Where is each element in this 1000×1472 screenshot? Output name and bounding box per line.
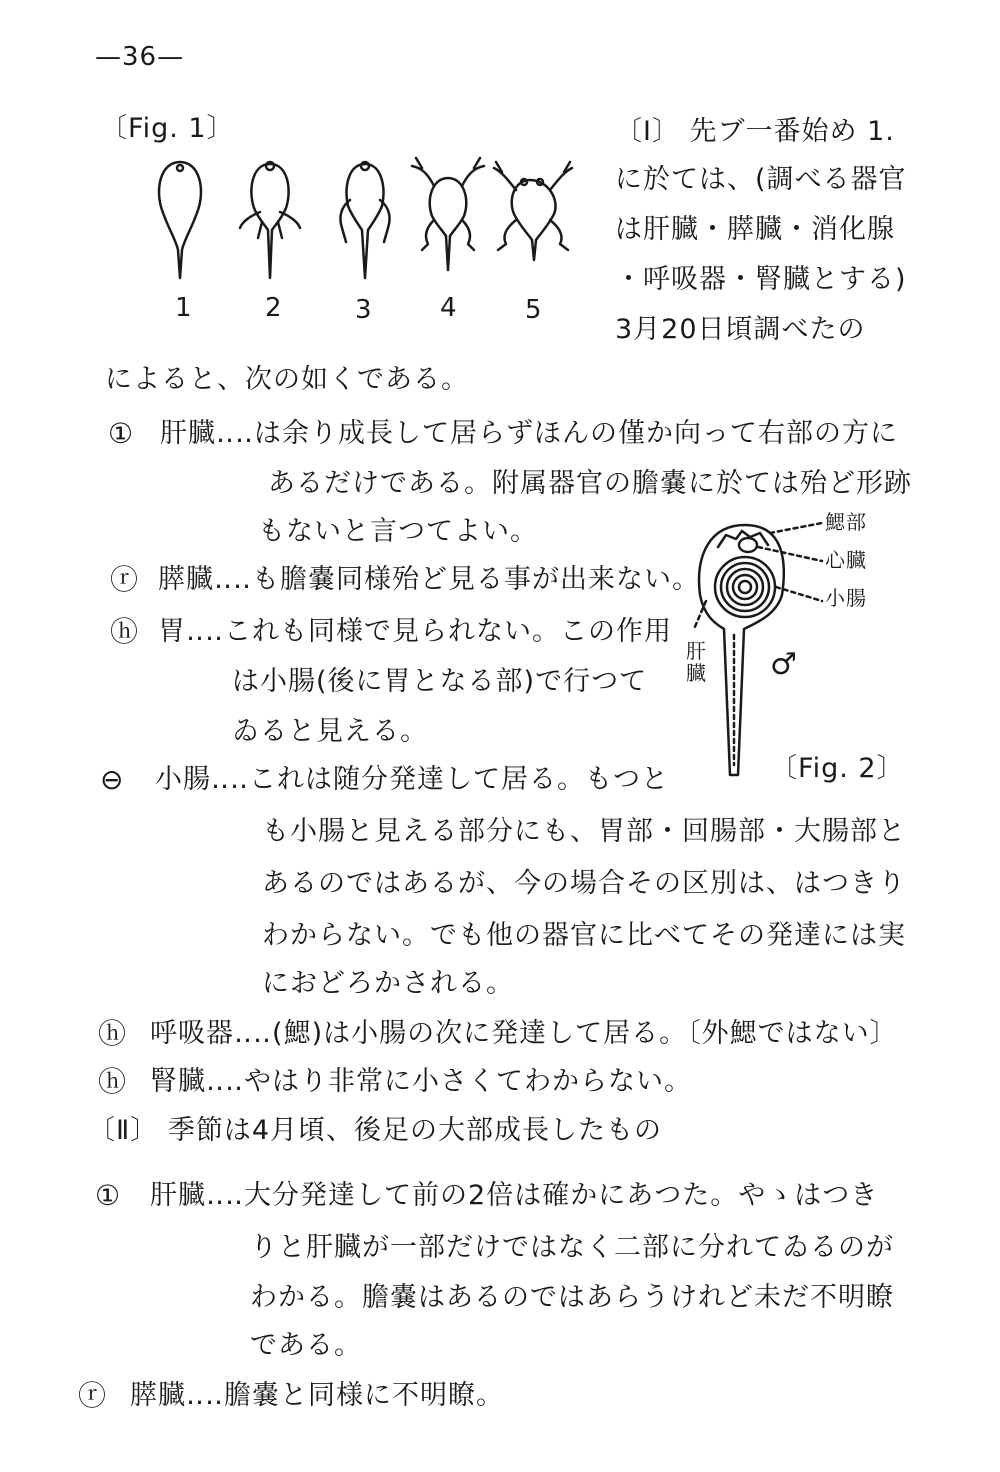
item-marker-small-intestine: ⊖ [100, 763, 124, 796]
fig2-intestine-spiral [715, 557, 775, 617]
item-marker-kidney: ⓗ [98, 1065, 127, 1098]
item-marker-liver: ① [108, 417, 134, 450]
fig2-heart [739, 538, 757, 552]
small-intestine-line-2: も小腸と見える部分にも、胃部・回腸部・大腸部と [262, 816, 906, 847]
liver2-line-3: わかる。膽嚢はあるのではあらうけれど未だ不明瞭 [250, 1282, 894, 1313]
stomach-line-3: ゐると見える。 [232, 716, 428, 747]
fig2-leader-heart [758, 547, 822, 561]
fig2-label-heart: 心臓 [825, 548, 867, 572]
small-intestine-line-3: あるのではあるが、今の場合その区別は、はつきり [262, 868, 906, 899]
item-marker-pancreas-2: ⓡ [78, 1379, 107, 1412]
intro-line-5: 3月20日頃調べたの [615, 314, 866, 345]
item-marker-liver-2: ① [95, 1179, 121, 1212]
intro-line-1: 〔Ⅰ〕 先ブ一番始め 1. [615, 116, 895, 147]
small-intestine-line-1: 小腸‥‥これは随分発達して居る。もつと [155, 764, 670, 795]
liver2-line-1: 肝臓‥‥大分発達して前の2倍は確かにあつた。やゝはつき [150, 1180, 879, 1211]
intro-line-4: ・呼吸器・腎臓とする) [615, 264, 907, 295]
section2-heading: 〔Ⅱ〕 季節は4月頃、後足の大部成長したもの [88, 1115, 663, 1146]
pancreas2-line-1: 膵臓‥‥膽嚢と同様に不明瞭。 [130, 1380, 505, 1411]
tadpole-stage-5 [494, 162, 572, 260]
respiratory-line-1: 呼吸器‥‥(鰓)は小腸の次に発達して居る。〔外鰓ではない〕 [150, 1018, 898, 1049]
fig2-caption: 〔Fig. 2〕 [770, 753, 905, 784]
liver-line-2: あるだけである。附属器官の膽嚢に於ては殆ど形跡 [268, 468, 912, 499]
liver-line-3: もないと言つてよい。 [258, 516, 538, 547]
pancreas-line-1: 膵臓‥‥も膽嚢同様殆ど見る事が出来ない。 [158, 564, 701, 595]
stomach-line-2: は小腸(後に胃となる部)で行つて [232, 666, 648, 697]
fig1-tadpole-illustration [150, 150, 590, 300]
fig1-label-5: 5 [525, 295, 543, 325]
fig2-label-sex: ♂ [770, 647, 798, 682]
page-number: —36— [95, 42, 185, 72]
kidney-line-1: 腎臓‥‥やはり非常に小さくてわからない。 [150, 1066, 693, 1097]
fig2-leader-gills [770, 523, 822, 533]
item-marker-pancreas: ⓡ [110, 563, 139, 596]
tadpole-stage-3 [340, 162, 389, 278]
liver2-line-4: である。 [250, 1330, 362, 1361]
tadpole-stage-1 [159, 162, 201, 278]
liver-line-1: 肝臓‥‥は余り成長して居らずほんの僅か向って右部の方に [160, 418, 899, 449]
item-marker-stomach: ⓗ [110, 615, 139, 648]
fig1-label-3: 3 [355, 295, 373, 325]
small-intestine-line-5: におどろかされる。 [262, 968, 514, 999]
tadpole-stage-4 [412, 158, 484, 270]
fig1-caption: 〔Fig. 1〕 [100, 113, 235, 144]
fig1-label-2: 2 [265, 293, 283, 323]
tadpole-stage-2 [240, 162, 300, 278]
liver2-line-2: りと肝臓が一部だけではなく二部に分れてゐるのが [250, 1232, 894, 1263]
fig2-label-gills: 鰓部 [825, 510, 867, 534]
fig2-label-liver: 肝臓 [686, 639, 707, 685]
fig1-label-4: 4 [440, 293, 458, 323]
intro-continuation: によると、次の如くである。 [105, 364, 469, 395]
fig2-leader-liver [694, 601, 706, 629]
fig2-label-intestine: 小腸 [825, 586, 867, 610]
small-intestine-line-4: わからない。でも他の器官に比べてその発達には実 [262, 920, 906, 951]
intro-line-2: に於ては、(調べる器官 [615, 164, 907, 195]
intro-line-3: は肝臓・膵臓・消化腺 [615, 214, 895, 245]
fig1-label-1: 1 [175, 293, 193, 323]
stomach-line-1: 胃‥‥これも同様で見られない。この作用 [158, 616, 673, 647]
item-marker-respiratory: ⓗ [98, 1017, 127, 1050]
